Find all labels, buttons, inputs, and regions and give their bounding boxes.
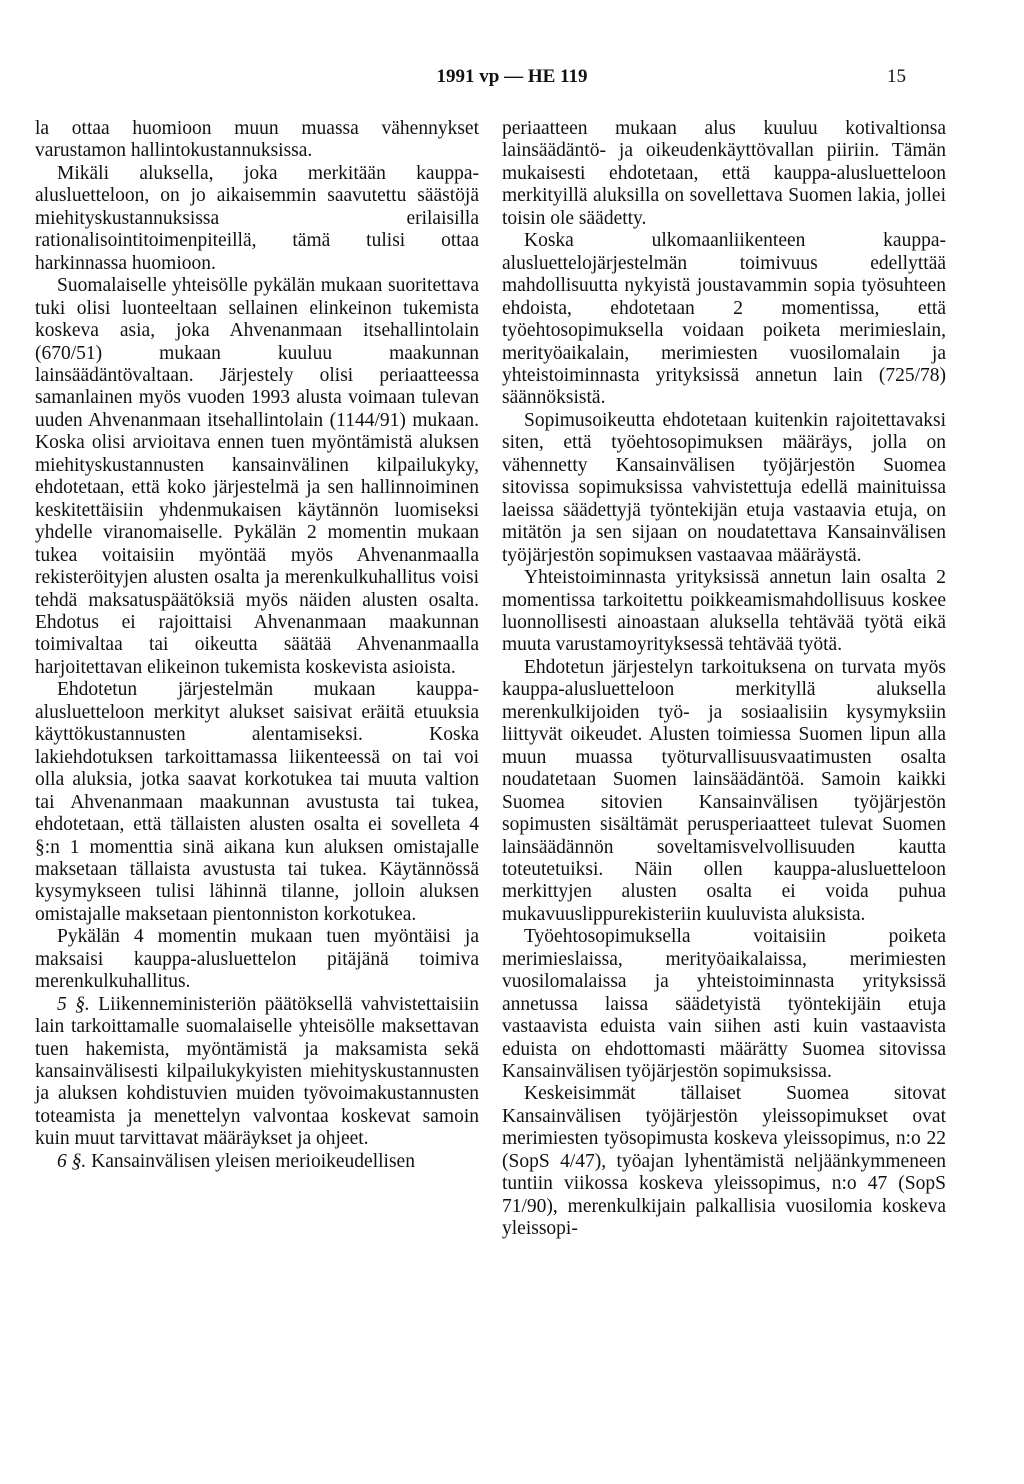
paragraph: Pykälän 4 momentin mukaan tuen myöntäisi ja maksaisi kauppa-alusluettelon pitäjänä toimiva merenkulkuhallitus. xyxy=(35,926,479,993)
paragraph: Koska ulkomaanliikenteen kauppa-alusluettelojärjestelmän toimivuus edellyttää mahdollisuutta nykyistä joustavammin sopia työsuhteen ehdoista, ehdotetaan 2 momentissa, että työehtosopimuksella voidaan poiketa merimieslain, merityöaikalain, merimiesten vuosilomalain ja yhteistoiminnasta yrityksissä annetun lain (725/78) säännöksistä. xyxy=(502,230,946,409)
page-header xyxy=(0,62,1024,92)
left-column xyxy=(35,118,479,1173)
section-label: 6 §. xyxy=(57,1150,87,1172)
header-title: 1991 vp — HE 119 xyxy=(436,66,588,87)
section-text: Liikenneministeriön päätöksellä vahvistettaisiin lain tarkoittamalle suomalaiselle yhteisölle maksettavan tuen hakemista, myöntämistä ja maksamista sekä kansainvälisesti kilpailukykyisten miehityskustannusten ja aluksen kohdistuvien muiden työvoimakustannusten toteamista ja menettelyn valvontaa koskevat samoin kuin muut tarvittavat määräykset ja ohjeet. xyxy=(35,993,480,1150)
paragraph: Ehdotetun järjestelyn tarkoituksena on turvata myös kauppa-alusluetteloon merkityllä aluksella merenkulkijoiden työ- ja sosiaalisiin kysymyksiin liittyvät oikeudet. Alusten toimiessa Suomen lipun alla muun muassa työturvallisuusvaatimusten osalta noudatetaan Suomen lainsäädäntöä. Samoin kaikki Suomea sitovien Kansainvälisen työjärjestön sopimusten sisältämät perusperiaatteet tulevat Suomen lainsäädännön soveltamisvelvollisuuden kautta toteutetuiksi. Näin ollen kauppa-alusluetteloon merkittyjen alusten osalta ei voida puhua mukavuuslippurekisteriin kuuluvista aluksista. xyxy=(502,656,946,925)
right-column xyxy=(502,118,946,1241)
paragraph: Työehtosopimuksella voitaisiin poiketa merimieslaissa, merityöaikalaissa, merimiesten vuosilomalaissa ja yhteistoiminnasta yrityksissä annetussa laissa säädetyistä työntekijäin etuja vastaavista eduista vain siihen asti kuin vastaavista eduista on ehdottomasti määrätty Suomea sitovissa Kansainvälisen työjärjestön sopimuksissa. xyxy=(502,926,946,1083)
paragraph: periaatteen mukaan alus kuuluu kotivaltionsa lainsäädäntö- ja oikeudenkäyttövallan piiriin. Tämän mukaisesti ehdotetaan, että kauppa-alusluetteloon merkityillä aluksilla on sovellettava Suomen lakia, jollei toisin ole säädetty. xyxy=(502,118,946,229)
paragraph: la ottaa huomioon muun muassa vähennykset varustamon hallintokustannuksissa. xyxy=(35,118,479,162)
paragraph: Mikäli aluksella, joka merkitään kauppa-alusluetteloon, on jo aikaisemmin saavutettu säästöjä miehityskustannuksissa erilaisilla rationalisointitoimenpiteillä, tämä tulisi ottaa harkinnassa huomioon. xyxy=(35,162,479,274)
section-text: Kansainvälisen yleisen merioikeudellisen xyxy=(91,1150,415,1172)
page-number: 15 xyxy=(887,66,906,87)
paragraph: Ehdotetun järjestelmän mukaan kauppa-alusluetteloon merkityt alukset saisivat eräitä etuuksia käyttökustannusten alentamiseksi. Koska lakiehdotuksen tarkoittamassa liikenteessä on tai voi olla aluksia, jotka saavat korkotukea tai muuta valtion tai Ahvenanmaan maakunnan avustusta tai tukea, ehdotetaan, että tällaisten alusten osalta ei sovelleta 4 §:n 1 momenttia sinä aikana kun aluksen omistajalle maksetaan tällaista avustusta tai tukea. Käytännössä kysymykseen tulisi lähinnä tilanne, jolloin aluksen omistajalle maksetaan pientonniston korkotukea. xyxy=(35,679,479,925)
section-label: 5 §. xyxy=(57,993,90,1015)
section-paragraph xyxy=(35,1151,479,1173)
section-paragraph xyxy=(35,994,479,1151)
paragraph: Suomalaiselle yhteisölle pykälän mukaan suoritettava tuki olisi luonteeltaan sellainen elinkeinon tukemista koskeva asia, joka Ahvenanmaan itsehallintolain (670/51) mukaan kuuluu maakunnan lainsäädäntövaltaan. Järjestely olisi periaatteessa samanlainen myös vuoden 1993 alusta voimaan tulevan uuden Ahvenanmaan itsehallintolain (1144/91) mukaan. Koska olisi arvioitava ennen tuen myöntämistä aluksen miehityskustannusten kansainvälinen kilpailukyky, ehdotetaan, että koko järjestelmä ja sen hallinnoiminen keskitettäisiin yhdenmukaisen käytännön luomiseksi yhdelle viranomaiselle. Pykälän 2 momentin mukaan tukea voitaisiin myöntää myös Ahvenanmaalla rekisteröityjen alusten osalta ja merenkulkuhallitus voisi tehdä maksatuspäätöksiä myös näiden alusten osalta. Ehdotus ei rajoittaisi Ahvenanmaan maakunnan toimivaltaa tai oikeutta säätää Ahvenanmaalla harjoitettavan elikeinon tukemista koskevista asioista. xyxy=(35,275,479,678)
paragraph: Sopimusoikeutta ehdotetaan kuitenkin rajoitettavaksi siten, että työehtosopimuksen määräys, jolla on vähennetty Kansainvälisen työjärjestön Suomea sitovissa sopimuksissa vahvistettuja edellä mainituissa laeissa säädettyjä työntekijän etuja vastaavia etuja, on mitätön ja sen sijaan on noudatettava Kansainvälisen työjärjestön sopimuksen vastaavaa määräystä. xyxy=(502,409,946,566)
paragraph: Yhteistoiminnasta yrityksissä annetun lain osalta 2 momentissa tarkoitettu poikkeamismahdollisuus koskee luonnollisesti ainoastaan aluksella tehtävää työtä eikä muuta varustamoyrityksessä tehtävää työtä. xyxy=(502,567,946,656)
paragraph: Keskeisimmät tällaiset Suomea sitovat Kansainvälisen työjärjestön yleissopimukset ovat merimiesten työsopimusta koskeva yleissopimus, n:o 22 (SopS 4/47), työajan lyhentämistä neljäänkymmeneen tuntiin viikossa koskeva yleissopimus, n:o 47 (SopS 71/90), merenkulkijain palkallisia vuosilomia koskeva yleissopi- xyxy=(502,1083,946,1240)
